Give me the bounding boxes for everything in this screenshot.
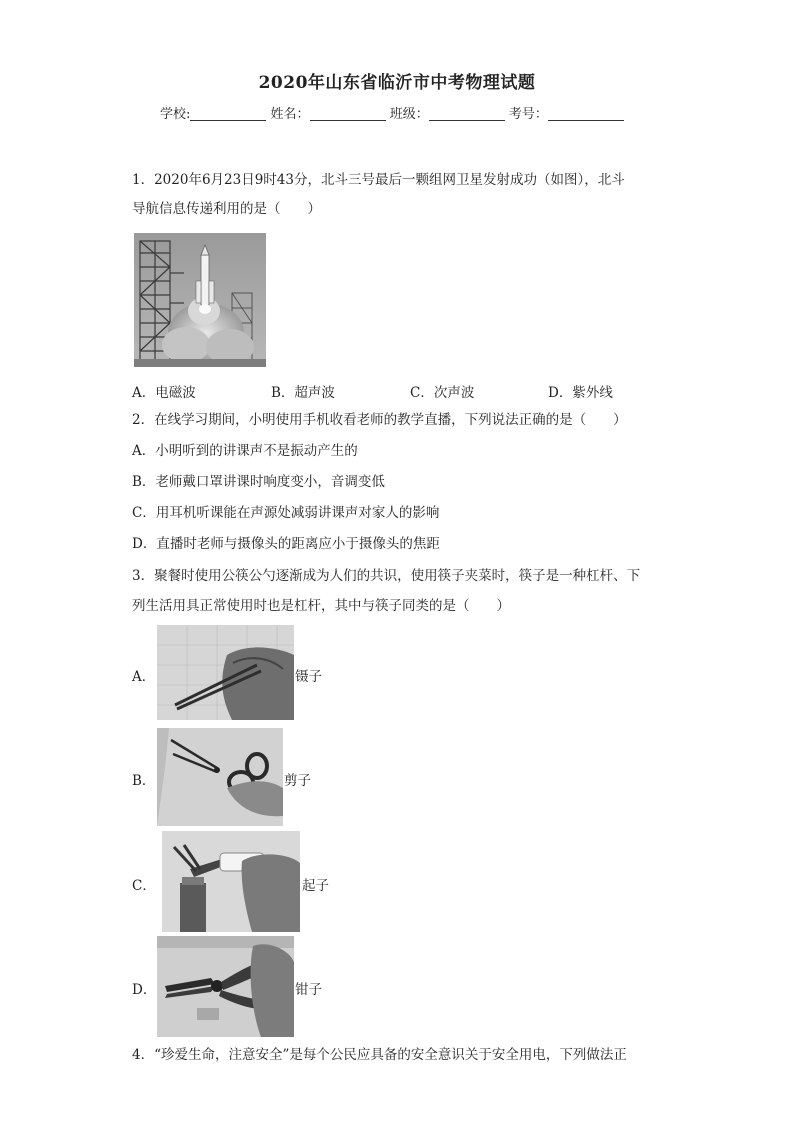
q3-option-a-letter[interactable]: A． [132,669,156,685]
exam-no-label: 考号： [508,107,548,122]
q1-option-d[interactable]: D．紫外线 [548,385,613,401]
question-2-stem: 2．在线学习期间，小明使用手机收看老师的教学直播，下列说法正确的是（ ） [132,412,627,428]
page-title: 2020年山东省临沂市中考物理试题 [258,73,536,93]
q3-option-c-letter[interactable]: C． [132,878,156,894]
q2-option-c[interactable]: C．用耳机听课能在声源处减弱讲课声对家人的影响 [132,505,440,521]
q2-option-b[interactable]: B．老师戴口罩讲课时响度变小，音调变低 [132,474,385,490]
question-1-stem-line-2: 导航信息传递利用的是（ ） [132,201,321,217]
tweezers-photo [157,625,294,720]
q3-option-a-name: 镊子 [295,669,322,685]
q2-option-d[interactable]: D．直播时老师与摄像头的距离应小于摄像头的焦距 [132,536,440,552]
pliers-photo [157,936,294,1037]
q2-option-a[interactable]: A．小明听到的讲课声不是振动产生的 [132,443,358,459]
school-label: 学校: [160,107,191,122]
student-info-line [160,103,624,122]
scissors-photo [157,728,283,826]
q3-option-b-name: 剪子 [284,773,311,789]
school-field[interactable] [190,106,266,121]
question-4-stem-line-1: 4．“珍爱生命，注意安全”是每个公民应具备的安全意识关于安全用电，下列做法正 [132,1047,627,1063]
class-field[interactable] [429,106,505,121]
q3-option-c-name: 起子 [302,878,329,894]
class-label: 班级： [389,107,429,122]
exam-no-field[interactable] [548,106,624,121]
question-3-stem-line-1: 3．聚餐时使用公筷公勺逐渐成为人们的共识，使用筷子夹菜时，筷子是一种杠杆、下 [132,568,641,584]
question-1-stem-line-1: 1．2020年6月23日9时43分，北斗三号最后一颗组网卫星发射成功（如图），北斗 [132,172,625,188]
q1-option-c[interactable]: C．次声波 [410,385,475,401]
name-field[interactable] [310,106,386,121]
name-label: 姓名： [270,107,310,122]
q3-option-d-name: 钳子 [295,982,322,998]
rocket-launch-photo [134,233,266,367]
question-3-stem-line-2: 列生活用具正常使用时也是杠杆，其中与筷子同类的是（ ） [132,598,510,614]
q3-option-b-letter[interactable]: B． [132,773,156,789]
bottle-opener-photo [162,831,300,932]
q3-option-d-letter[interactable]: D． [132,982,157,998]
q1-option-a[interactable]: A．电磁波 [132,385,196,401]
q1-option-b[interactable]: B．超声波 [271,385,335,401]
